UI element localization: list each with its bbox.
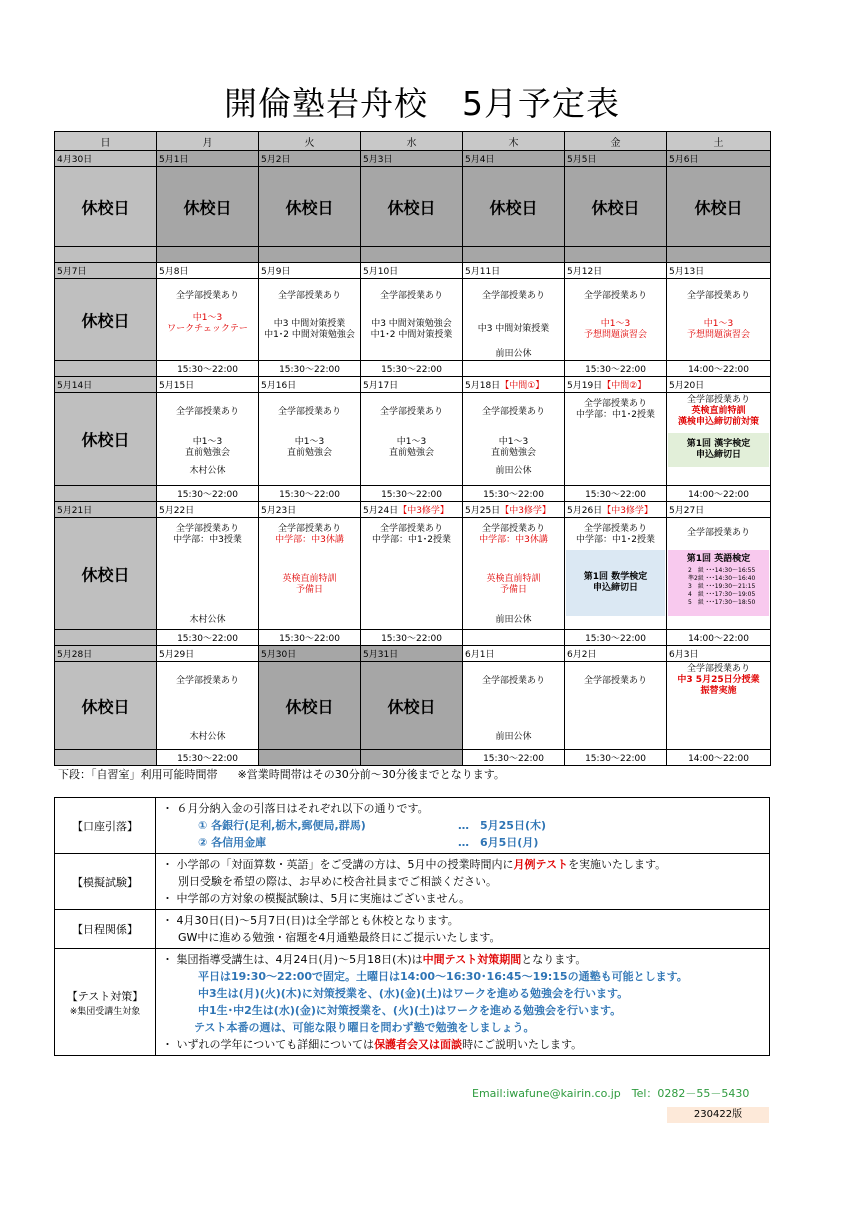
weekday-mon: 月 xyxy=(157,132,259,151)
info-highlight: 保護者会又は面談 xyxy=(374,1038,463,1051)
staff-off-text: 前田公休 xyxy=(495,349,532,359)
event-text: 中1～3 xyxy=(192,437,223,447)
day-cell xyxy=(259,279,361,361)
info-label: 【口座引落】 xyxy=(55,798,156,854)
event-text: 漢検申込締切前対策 xyxy=(677,417,759,427)
time-cell xyxy=(463,361,565,377)
date-cell: 5月11日 xyxy=(463,263,565,279)
event-text: 中1～3 xyxy=(294,437,325,447)
day-cell xyxy=(565,167,667,247)
day-cell xyxy=(55,393,157,486)
day-cell xyxy=(157,662,259,750)
date-suffix: 【中3修学】 xyxy=(398,506,449,516)
day-cell xyxy=(667,167,771,247)
day-cell xyxy=(259,662,361,750)
info-line: ・ 中学部の方対象の模擬試験は、5月に実施はございません。 xyxy=(162,892,471,905)
week3-time-row xyxy=(55,486,771,502)
bank-date: … 6月5日(月) xyxy=(458,836,539,849)
time-cell: 14:00～22:00 xyxy=(667,630,771,646)
info-line: 別日受験を希望の際は、お早めに校舎社員までご相談ください。 xyxy=(178,875,497,888)
day-cell xyxy=(565,279,667,361)
info-label xyxy=(55,949,156,1056)
version-label: 230422版 xyxy=(667,1107,769,1123)
time-cell xyxy=(259,247,361,263)
date-cell: 5月12日 xyxy=(565,263,667,279)
info-row-mogi xyxy=(55,854,770,910)
time-cell: 15:30～22:00 xyxy=(361,361,463,377)
all-classes-text: 全学部授業あり xyxy=(379,524,443,534)
info-line: 中1生･中2生は(水)(金)に対策授業を、(火)(土)はワークを進める勉強会を行います。 xyxy=(198,1004,622,1017)
day-cell xyxy=(463,393,565,486)
event-text: 中1～3 xyxy=(396,437,427,447)
date-cell: 5月3日 xyxy=(361,151,463,167)
date-cell: 5月10日 xyxy=(361,263,463,279)
time-cell xyxy=(463,247,565,263)
time-cell: 15:30～22:00 xyxy=(157,361,259,377)
week3-date-row xyxy=(55,377,771,393)
date-cell: 5月8日 xyxy=(157,263,259,279)
all-classes-text: 全学部授業あり xyxy=(481,524,545,534)
info-content xyxy=(156,854,770,910)
all-classes-text: 全学部授業あり xyxy=(277,291,341,301)
date-cell: 5月22日 xyxy=(157,502,259,518)
time-cell: 15:30～22:00 xyxy=(157,750,259,766)
event-text: 直前勉強会 xyxy=(286,448,332,458)
info-line xyxy=(162,834,763,851)
legend-note-right: ※営業時間帯はその30分前～30分後までとなります。 xyxy=(237,768,505,781)
all-classes-text: 全学部授業あり xyxy=(481,407,545,417)
time-cell xyxy=(55,750,157,766)
date-cell: 5月14日 xyxy=(55,377,157,393)
week5-time-row xyxy=(55,750,771,766)
info-line: ・ ６月分納入金の引落日はそれぞれ以下の通りです。 xyxy=(162,802,429,815)
math-exam-box xyxy=(566,550,665,616)
time-cell xyxy=(361,247,463,263)
closed-label: 休校日 xyxy=(183,198,232,217)
date-cell: 5月2日 xyxy=(259,151,361,167)
time-cell xyxy=(157,247,259,263)
date-cell: 5月16日 xyxy=(259,377,361,393)
date-cell: 5月21日 xyxy=(55,502,157,518)
day-cell xyxy=(463,167,565,247)
closed-label: 休校日 xyxy=(81,198,130,217)
date-suffix: 【中3修学】 xyxy=(602,506,653,516)
closed-label: 休校日 xyxy=(285,198,334,217)
weekday-fri: 金 xyxy=(565,132,667,151)
date-cell xyxy=(565,502,667,518)
closed-label: 休校日 xyxy=(81,565,130,584)
bank-date: … 5月25日(木) xyxy=(458,819,547,832)
info-line: 平日は19:30～22:00で固定。土曜日は14:00～16:30･16:45～19:15の通塾も可能とします。 xyxy=(198,970,688,983)
date-cell: 5月17日 xyxy=(361,377,463,393)
date-suffix: 【中3修学】 xyxy=(500,506,551,516)
event-text: 予備日 xyxy=(499,585,527,595)
date-cell: 5月31日 xyxy=(361,646,463,662)
week4-content-row xyxy=(55,518,771,630)
date-suffix: 【中間②】 xyxy=(602,381,647,391)
date-text: 5月26日 xyxy=(567,506,603,516)
day-cell xyxy=(667,393,771,486)
all-classes-text: 全学部授業あり xyxy=(379,407,443,417)
page-title: 開倫塾岩舟校 5月予定表 xyxy=(224,84,620,123)
date-cell: 5月13日 xyxy=(667,263,771,279)
bank-name: ② 各信用金庫 xyxy=(198,836,267,849)
date-cell: 6月2日 xyxy=(565,646,667,662)
info-line xyxy=(162,1036,763,1053)
closed-label: 休校日 xyxy=(285,697,334,716)
event-text: 中1～3 xyxy=(703,319,734,329)
event-text: 中学部：中3休講 xyxy=(479,535,548,545)
all-classes-text: 全学部授業あり xyxy=(277,407,341,417)
time-cell xyxy=(463,630,565,646)
event-text: 中学部：中3授業 xyxy=(173,535,242,545)
legend-note xyxy=(58,766,505,782)
time-cell xyxy=(361,750,463,766)
time-cell: 15:30～22:00 xyxy=(565,750,667,766)
date-cell xyxy=(463,377,565,393)
time-cell: 15:30～22:00 xyxy=(361,630,463,646)
time-cell: 15:30～22:00 xyxy=(259,630,361,646)
day-cell xyxy=(157,167,259,247)
day-cell xyxy=(463,279,565,361)
time-cell xyxy=(55,486,157,502)
week4-time-row xyxy=(55,630,771,646)
info-row-koza xyxy=(55,798,770,854)
all-classes-text: 全学部授業あり xyxy=(686,395,750,405)
time-cell xyxy=(55,247,157,263)
event-text: 中3 中間対策勉強会 xyxy=(371,319,452,329)
day-cell xyxy=(565,518,667,630)
kanji-exam-box xyxy=(668,433,769,467)
time-cell: 15:30～22:00 xyxy=(565,361,667,377)
all-classes-text: 全学部授業あり xyxy=(583,524,647,534)
info-label-main: 【テスト対策】 xyxy=(66,989,144,1003)
week1-content-row xyxy=(55,167,771,247)
staff-off-text: 木村公休 xyxy=(189,615,226,625)
info-text: ・ 小学部の「対面算数・英語」をご受講の方は、5月中の授業時間内に xyxy=(162,858,514,871)
event-text: 中1･2 中間対策授業 xyxy=(370,330,453,340)
all-classes-text: 全学部授業あり xyxy=(379,291,443,301)
weekday-header-row xyxy=(55,132,771,151)
info-line: 中3生は(月)(火)(木)に対策授業を、(水)(金)(土)はワークを進める勉強会を行います。 xyxy=(198,987,629,1000)
info-text: 時にご説明いたします。 xyxy=(462,1038,583,1051)
event-text: 中学部：中1･2授業 xyxy=(576,535,655,545)
week4-date-row xyxy=(55,502,771,518)
info-row-nittei xyxy=(55,910,770,949)
week1-time-row xyxy=(55,247,771,263)
day-cell xyxy=(157,518,259,630)
time-cell: 15:30～22:00 xyxy=(259,486,361,502)
time-cell: 15:30～22:00 xyxy=(463,486,565,502)
event-text: 中3 中間対策授業 xyxy=(477,324,550,334)
event-text: 直前勉強会 xyxy=(184,448,230,458)
weekday-thu: 木 xyxy=(463,132,565,151)
event-text: 中3 5月25日分授業 xyxy=(677,675,760,685)
event-text: 英検直前特訓 xyxy=(691,406,746,416)
day-cell xyxy=(463,518,565,630)
event-text: 英検直前特訓 xyxy=(282,574,337,584)
info-line xyxy=(162,856,763,873)
event-text: 中学部：中3休講 xyxy=(275,535,344,545)
time-cell xyxy=(55,630,157,646)
event-text: 中1～3 xyxy=(600,319,631,329)
date-cell: 5月4日 xyxy=(463,151,565,167)
time-cell: 14:00～22:00 xyxy=(667,361,771,377)
all-classes-text: 全学部授業あり xyxy=(583,399,647,409)
legend-note-left: 下段：「自習室」利用可能時間帯 xyxy=(58,768,218,781)
info-content xyxy=(156,910,770,949)
staff-off-text: 前田公休 xyxy=(495,732,532,742)
staff-off-text: 前田公休 xyxy=(495,615,532,625)
date-cell: 5月30日 xyxy=(259,646,361,662)
date-cell xyxy=(565,377,667,393)
all-classes-text: 全学部授業あり xyxy=(583,676,647,686)
all-classes-text: 全学部授業あり xyxy=(686,664,750,674)
event-text: 第1回 数学検定 xyxy=(583,572,648,582)
date-cell: 6月3日 xyxy=(667,646,771,662)
date-cell: 5月9日 xyxy=(259,263,361,279)
date-cell: 5月5日 xyxy=(565,151,667,167)
event-text: 申込締切日 xyxy=(695,450,741,460)
info-label-sub: ※集団受講生対象 xyxy=(69,1006,141,1017)
event-text: ワークチェックテー xyxy=(167,324,248,334)
day-cell xyxy=(259,518,361,630)
all-classes-text: 全学部授業あり xyxy=(175,524,239,534)
info-label: 【日程関係】 xyxy=(55,910,156,949)
staff-off-text: 木村公休 xyxy=(189,466,226,476)
closed-label: 休校日 xyxy=(81,311,130,330)
all-classes-text: 全学部授業あり xyxy=(686,528,750,538)
event-text: 中1･2 中間対策勉強会 xyxy=(264,330,355,340)
date-cell: 5月15日 xyxy=(157,377,259,393)
closed-label: 休校日 xyxy=(489,198,538,217)
eiken-time: 5 級 ･･･17:30～18:50 xyxy=(688,599,756,606)
date-cell: 5月28日 xyxy=(55,646,157,662)
event-text: 中1～3 xyxy=(192,313,223,323)
info-highlight: 中間テスト対策期間 xyxy=(422,953,522,966)
time-cell: 15:30～22:00 xyxy=(565,630,667,646)
date-cell: 5月20日 xyxy=(667,377,771,393)
day-cell xyxy=(55,518,157,630)
all-classes-text: 全学部授業あり xyxy=(175,407,239,417)
day-cell xyxy=(55,167,157,247)
week5-date-row xyxy=(55,646,771,662)
event-text: 英検直前特訓 xyxy=(486,574,541,584)
all-classes-text: 全学部授業あり xyxy=(583,291,647,301)
time-cell xyxy=(667,247,771,263)
closed-label: 休校日 xyxy=(387,697,436,716)
event-text: 予想問題演習会 xyxy=(686,330,750,340)
date-text: 5月18日 xyxy=(465,381,501,391)
event-text: 第1回 英語検定 xyxy=(686,554,751,564)
date-cell: 4月30日 xyxy=(55,151,157,167)
date-suffix: 【中間①】 xyxy=(500,381,545,391)
info-content xyxy=(156,798,770,854)
week2-date-row xyxy=(55,263,771,279)
event-text: 申込締切日 xyxy=(592,583,638,593)
closed-label: 休校日 xyxy=(81,430,130,450)
day-cell xyxy=(361,393,463,486)
all-classes-text: 全学部授業あり xyxy=(175,291,239,301)
week3-content-row xyxy=(55,393,771,486)
info-text: ・ 集団指導受講生は、4月24日(月)～5月18日(木)は xyxy=(162,953,423,966)
date-cell: 5月23日 xyxy=(259,502,361,518)
day-cell xyxy=(55,279,157,361)
time-cell: 15:30～22:00 xyxy=(157,486,259,502)
info-highlight: 月例テスト xyxy=(513,858,569,871)
day-cell xyxy=(361,518,463,630)
event-text: 中3 中間対策授業 xyxy=(273,319,346,329)
week5-content-row xyxy=(55,662,771,750)
closed-label: 休校日 xyxy=(387,198,436,217)
date-text: 5月25日 xyxy=(465,506,501,516)
date-cell: 5月1日 xyxy=(157,151,259,167)
info-line xyxy=(162,817,763,834)
eiken-time: 2 級 ･･･14:30～16:55 xyxy=(688,567,756,574)
time-cell xyxy=(565,247,667,263)
info-line: ・ 4月30日(日)～5月7日(日)は全学部とも休校となります。 xyxy=(162,914,459,927)
contact-footer: Email:iwafune@kairin.co.jp Tel：0282－55－5430 xyxy=(472,1087,750,1100)
date-cell: 5月7日 xyxy=(55,263,157,279)
time-cell: 15:30～22:00 xyxy=(259,361,361,377)
day-cell xyxy=(361,167,463,247)
closed-label: 休校日 xyxy=(591,198,640,217)
time-cell: 15:30～22:00 xyxy=(361,486,463,502)
event-text: 中学部：中1･2授業 xyxy=(576,410,655,420)
weekday-sat: 土 xyxy=(667,132,771,151)
time-cell xyxy=(259,750,361,766)
info-text: ・ いずれの学年についても詳細については xyxy=(162,1038,375,1051)
event-text: 第1回 漢字検定 xyxy=(686,439,751,449)
info-line xyxy=(162,951,763,968)
info-row-test xyxy=(55,949,770,1056)
info-label: 【模擬試験】 xyxy=(55,854,156,910)
eiken-time: 4 級 ･･･17:30～19:05 xyxy=(688,591,756,598)
event-text: 中学部：中1･2授業 xyxy=(372,535,451,545)
english-exam-box xyxy=(668,550,769,616)
day-cell xyxy=(463,662,565,750)
bank-name: ① 各銀行(足利,栃木,郵便局,群馬) xyxy=(198,819,366,832)
weekday-wed: 水 xyxy=(361,132,463,151)
date-cell: 5月27日 xyxy=(667,502,771,518)
week2-time-row xyxy=(55,361,771,377)
date-cell xyxy=(361,502,463,518)
info-text: となります。 xyxy=(521,953,587,966)
event-text: 予想問題演習会 xyxy=(583,330,647,340)
day-cell xyxy=(55,662,157,750)
eiken-time: 3 級 ･･･19:30～21:15 xyxy=(688,583,756,590)
date-cell xyxy=(463,502,565,518)
all-classes-text: 全学部授業あり xyxy=(686,291,750,301)
info-content xyxy=(156,949,770,1056)
event-text: 予備日 xyxy=(295,585,323,595)
time-cell: 15:30～22:00 xyxy=(565,486,667,502)
weekday-tue: 火 xyxy=(259,132,361,151)
day-cell xyxy=(361,662,463,750)
info-table xyxy=(54,797,770,1056)
day-cell xyxy=(667,279,771,361)
all-classes-text: 全学部授業あり xyxy=(175,676,239,686)
date-cell: 5月29日 xyxy=(157,646,259,662)
weekday-sun: 日 xyxy=(55,132,157,151)
date-cell: 5月6日 xyxy=(667,151,771,167)
all-classes-text: 全学部授業あり xyxy=(277,524,341,534)
event-text: 直前勉強会 xyxy=(490,448,536,458)
info-line: GW中に進める勉強・宿題を4月通塾最終日にご提示いたします。 xyxy=(178,931,501,944)
week2-content-row xyxy=(55,279,771,361)
calendar-table xyxy=(54,131,771,766)
day-cell xyxy=(667,518,771,630)
date-cell: 6月1日 xyxy=(463,646,565,662)
day-cell xyxy=(667,662,771,750)
day-cell xyxy=(259,167,361,247)
closed-label: 休校日 xyxy=(81,697,130,716)
closed-label: 休校日 xyxy=(694,198,743,217)
time-cell: 15:30～22:00 xyxy=(463,750,565,766)
time-cell: 14:00～22:00 xyxy=(667,486,771,502)
eiken-time: 準2級 ･･･14:30～16:40 xyxy=(688,575,756,582)
staff-off-text: 木村公休 xyxy=(189,732,226,742)
week1-date-row xyxy=(55,151,771,167)
info-line: テスト本番の週は、可能な限り曜日を問わず塾で勉強をしましょう。 xyxy=(194,1021,535,1034)
day-cell xyxy=(157,279,259,361)
time-cell: 15:30～22:00 xyxy=(157,630,259,646)
time-cell xyxy=(55,361,157,377)
event-text: 中1～3 xyxy=(498,437,529,447)
date-text: 5月19日 xyxy=(567,381,603,391)
day-cell xyxy=(565,662,667,750)
day-cell xyxy=(157,393,259,486)
time-cell: 14:00～22:00 xyxy=(667,750,771,766)
staff-off-text: 前田公休 xyxy=(495,466,532,476)
all-classes-text: 全学部授業あり xyxy=(481,291,545,301)
day-cell xyxy=(259,393,361,486)
all-classes-text: 全学部授業あり xyxy=(481,676,545,686)
event-text: 直前勉強会 xyxy=(388,448,434,458)
info-text: を実施いたします。 xyxy=(568,858,667,871)
date-text: 5月24日 xyxy=(363,506,399,516)
event-text: 振替実施 xyxy=(700,686,737,696)
day-cell xyxy=(361,279,463,361)
day-cell xyxy=(565,393,667,486)
